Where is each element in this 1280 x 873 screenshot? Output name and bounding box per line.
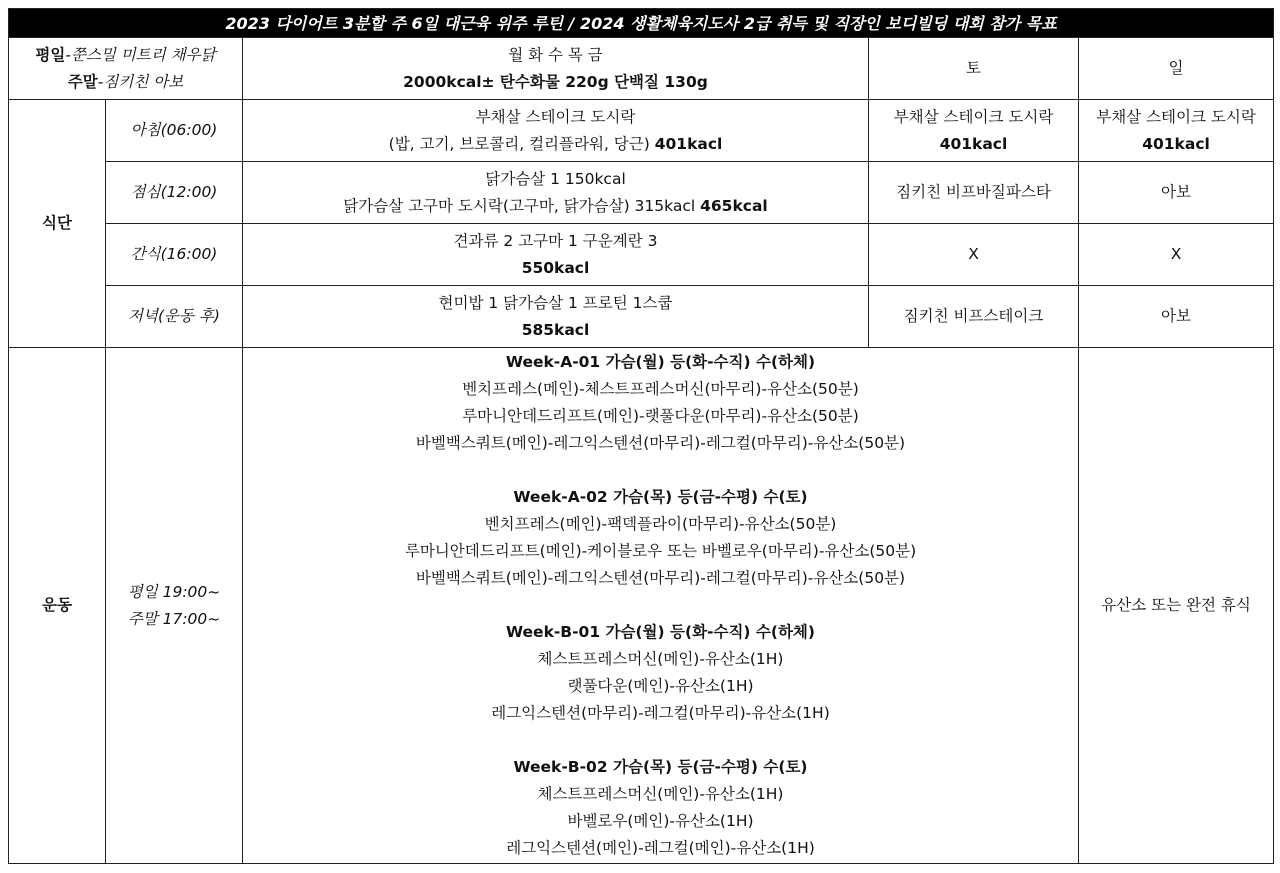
exercise-line: 벤치프레스(메인)-팩덱플라이(마무리)-유산소(50분): [484, 515, 837, 533]
meal-row-lunch: [9, 162, 1274, 224]
meal-time: 간식(16:00): [106, 224, 243, 286]
diet-section-label: 식단: [9, 100, 106, 348]
routine-table: [8, 8, 1274, 864]
weekday-meal: 부채살 스테이크 도시락 (밥, 고기, 브로콜리, 컬리플라워, 당근) 401kacl: [243, 100, 869, 162]
exercise-line: 체스트프레스머신(메인)-유산소(1H): [537, 650, 784, 668]
meal-time: 저녁(운동 후): [106, 286, 243, 348]
saturday-header: 토: [869, 38, 1079, 100]
exercise-line: 레그익스텐션(마무리)-레그컬(마무리)-유산소(1H): [491, 704, 830, 722]
saturday-meal: 짐키친 비프바질파스타: [869, 162, 1079, 224]
weekday-meal: 현미밥 1 닭가슴살 1 프로틴 1스쿱 585kacl: [243, 286, 869, 348]
meal-row-dinner: [9, 286, 1274, 348]
exercise-line: 바벨백스쿼트(메인)-레그익스텐션(마무리)-레그컬(마무리)-유산소(50분): [415, 569, 906, 587]
meal-time: 점심(12:00): [106, 162, 243, 224]
meal-time: 아침(06:00): [106, 100, 243, 162]
week-heading: Week-B-02 가슴(목) 등(금-수평) 수(토): [513, 758, 808, 776]
exercise-line: 루마니안데드리프트(메인)-케이블로우 또는 바벨로우(마무리)-유산소(50분): [404, 542, 917, 560]
weekday-header: [243, 38, 869, 100]
sunday-exercise: 유산소 또는 완전 휴식: [1079, 348, 1274, 864]
week-heading: Week-B-01 가슴(월) 등(화-수직) 수(하체): [506, 623, 815, 641]
sunday-header: 일: [1079, 38, 1274, 100]
week-heading: Week-A-01 가슴(월) 등(화-수직) 수(하체): [505, 353, 816, 371]
exercise-line: 체스트프레스머신(메인)-유산소(1H): [537, 785, 784, 803]
weekday-days: 월 화 수 목 금: [508, 45, 603, 64]
page-title: 2023 다이어트 3분할 주 6일 대근육 위주 루틴 / 2024 생활체육지도사 2급 취득 및 직장인 보디빌딩 대회 참가 목표: [9, 9, 1274, 38]
exercise-line: 바벨로우(메인)-유산소(1H): [567, 812, 754, 830]
header-row: [9, 38, 1274, 100]
weekday-meal: 견과류 2 고구마 1 구운계란 3 550kacl: [243, 224, 869, 286]
meal-row-breakfast: [9, 100, 1274, 162]
nutrition-target: 2000kcal± 탄수화물 220g 단백질 130g: [403, 72, 708, 91]
exercise-line: 랫풀다운(메인)-유산소(1H): [567, 677, 754, 695]
sunday-meal: 부채살 스테이크 도시락 401kacl: [1079, 100, 1274, 162]
exercise-line: 루마니안데드리프트(메인)-랫풀다운(마무리)-유산소(50분): [462, 407, 859, 425]
saturday-meal: X: [869, 224, 1079, 286]
meal-source-cell: [9, 38, 243, 100]
title-row: [9, 9, 1274, 38]
weekly-plan: [243, 348, 1079, 864]
meal-row-snack: [9, 224, 1274, 286]
exercise-line: 레그익스텐션(메인)-레그컬(메인)-유산소(1H): [506, 839, 815, 857]
saturday-meal: 짐키친 비프스테이크: [869, 286, 1079, 348]
weekday-meal: 닭가슴살 1 150kcal 닭가슴살 고구마 도시락(고구마, 닭가슴살) 315kacl 465kcal: [243, 162, 869, 224]
exercise-line: 벤치프레스(메인)-체스트프레스머신(마무리)-유산소(50분): [462, 380, 859, 398]
saturday-meal: 부채살 스테이크 도시락 401kacl: [869, 100, 1079, 162]
sunday-meal: X: [1079, 224, 1274, 286]
exercise-row: [9, 348, 1274, 864]
exercise-section-label: 운동: [9, 348, 106, 864]
weekend-source: 주말-짐키친 아보: [67, 72, 184, 91]
sunday-meal: 아보: [1079, 286, 1274, 348]
exercise-time: 평일 19:00~ 주말 17:00~: [106, 348, 243, 864]
week-heading: Week-A-02 가슴(목) 등(금-수평) 수(토): [513, 488, 808, 506]
sunday-meal: 아보: [1079, 162, 1274, 224]
weekday-source: 평일-쭌스밀 미트리 채우닭: [35, 45, 216, 64]
exercise-line: 바벨백스쿼트(메인)-레그익스텐션(마무리)-레그컬(마무리)-유산소(50분): [415, 434, 906, 452]
